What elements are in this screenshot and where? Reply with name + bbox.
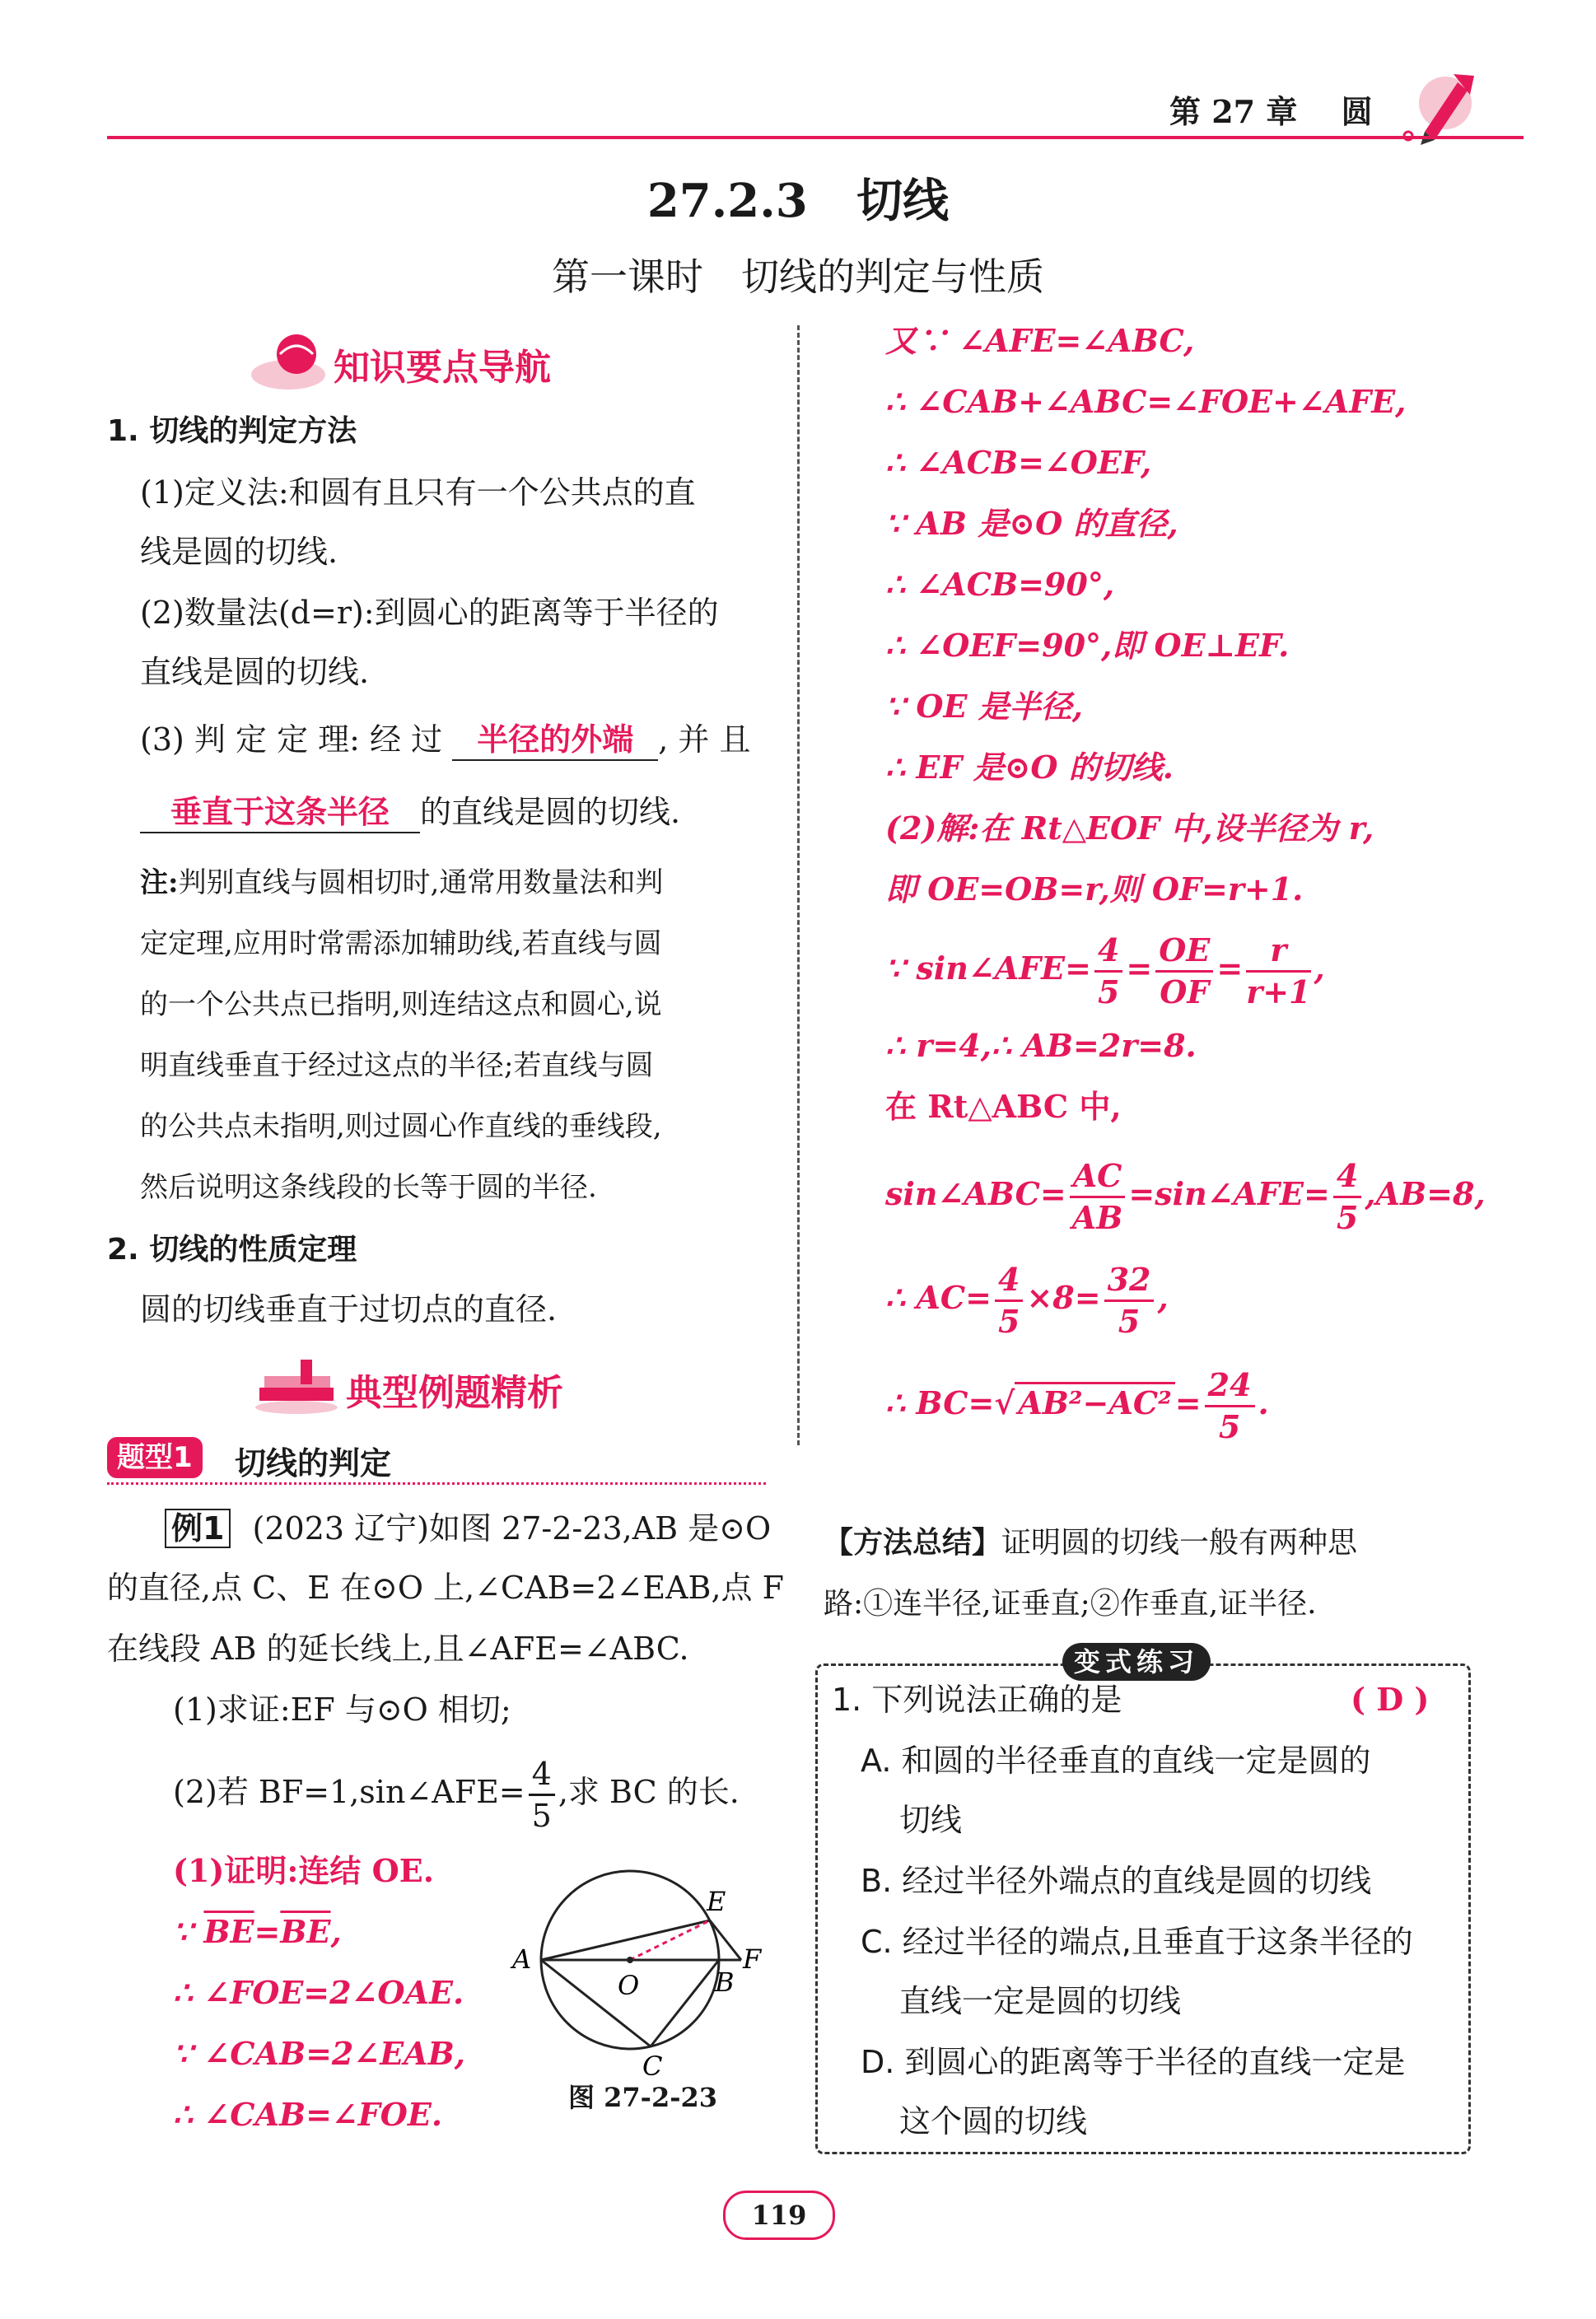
- question-2a: (2)若 BF=1,sin∠AFE=: [173, 1774, 525, 1810]
- figure-center-point: [627, 1957, 633, 1963]
- knowledge-p3a: (3) 判 定 定 理: 经 过: [140, 721, 443, 758]
- knowledge-p4: 圆的切线垂直于过切点的直径.: [140, 1291, 558, 1327]
- note-4: 明直线垂直于经过这点的半径;若直线与圆: [140, 1049, 654, 1082]
- right-4: ∵ AB 是⊙O 的直径,: [885, 505, 1178, 542]
- fraction-4-5-b: [1333, 1156, 1361, 1238]
- practice-banner: 变式练习: [1062, 1643, 1211, 1681]
- right-14: [885, 1156, 1486, 1238]
- right-15: [885, 1260, 1169, 1341]
- knowledge-heading-1: 1. 切线的判定方法: [107, 414, 357, 448]
- r16-num: 24: [1205, 1365, 1255, 1407]
- knowledge-p3b: , 并 且: [658, 721, 751, 758]
- option-a-2: 切线: [899, 1802, 963, 1838]
- example-text-3: 在线段 AB 的延长线上,且∠AFE=∠ABC.: [107, 1631, 689, 1667]
- knowledge-p2b: 直线是圆的切线.: [140, 654, 370, 690]
- r11-f3-num: r: [1246, 931, 1310, 973]
- method-label: 【方法总结】: [824, 1526, 1002, 1560]
- right-7: ∵ OE 是半径,: [885, 688, 1083, 725]
- fraction-32-5: [1104, 1260, 1155, 1341]
- right-13: 在 Rt△ABC 中,: [885, 1088, 1122, 1125]
- r15-f1-num: 4: [995, 1260, 1023, 1302]
- right-3: ∴ ∠ACB=∠OEF,: [885, 444, 1152, 481]
- solution-3: ∴ ∠FOE=2∠OAE.: [173, 1974, 464, 2011]
- figure-line-ef: [710, 1920, 741, 1960]
- r16-den: 5: [1218, 1408, 1241, 1445]
- method-line-1: [824, 1523, 1357, 1563]
- solution-4: ∵ ∠CAB=2∠EAB,: [173, 2035, 466, 2072]
- section-number: 27.2.3: [646, 174, 808, 228]
- r15-f2-num: 32: [1104, 1260, 1155, 1302]
- figure-caption: 图 27-2-23: [568, 2082, 718, 2113]
- solution-5: ∴ ∠CAB=∠FOE.: [173, 2096, 443, 2133]
- r14-f2-num: 4: [1333, 1156, 1361, 1198]
- question-2-fraction: [529, 1754, 555, 1836]
- right-11: ∵ sin∠AFE= $\frac{4}{5}$ = $\frac{OE}{OF}$ = $\frac{r}{r+1}$ ,: [885, 931, 1325, 1010]
- solution-2a: ∵: [173, 1913, 204, 1950]
- note-5: 的公共点未指明,则过圆心作直线的垂线段,: [140, 1110, 662, 1143]
- label-e: E: [707, 1886, 726, 1917]
- right-8: ∴ EF 是⊙O 的切线.: [885, 749, 1174, 786]
- method-2: 路:①连半径,证垂直;②作垂直,证半径.: [824, 1587, 1317, 1621]
- type-label: 题型1: [107, 1437, 203, 1478]
- header-rule: [107, 136, 1524, 139]
- r14-f1-num: AC: [1070, 1156, 1126, 1198]
- page-number-badge: [723, 2191, 835, 2240]
- right-16: [885, 1365, 1269, 1447]
- knowledge-p3-line2: [140, 792, 680, 833]
- right-14c: ,AB=8,: [1365, 1175, 1486, 1212]
- fraction-24-5: [1205, 1365, 1255, 1447]
- option-b: B. 经过半径外端点的直线是圆的切线: [861, 1863, 1372, 1899]
- right-9: (2)解:在 Rt△EOF 中,设半径为 r,: [885, 810, 1374, 847]
- practice-answer: ( D ): [1351, 1681, 1430, 1718]
- section-subtitle: 第一课时 切线的判定与性质: [552, 254, 1044, 299]
- solution-2-eq: =: [254, 1913, 281, 1950]
- right-10: 即 OE=OB=r,则 OF=r+1.: [885, 870, 1304, 908]
- example-label: 例1: [165, 1509, 231, 1548]
- books-icon: [251, 1355, 342, 1421]
- note-6: 然后说明这条线段的长等于圆的半径.: [140, 1171, 597, 1204]
- right-5: ∴ ∠ACB=90°,: [885, 566, 1115, 603]
- right-14b: =sin∠AFE=: [1128, 1175, 1330, 1212]
- type-title: 切线的判定: [235, 1445, 392, 1481]
- right-6: ∴ ∠OEF=90°,即 OE⊥EF.: [885, 627, 1290, 664]
- option-d-2: 这个圆的切线: [899, 2103, 1088, 2139]
- note-1: 判别直线与圆相切时,通常用数量法和判: [178, 866, 664, 899]
- chapter-number: 第 27 章: [1169, 93, 1298, 130]
- column-divider: [797, 325, 800, 1445]
- figure-line-ae: [541, 1920, 710, 1960]
- r11-f1-num: 4: [1094, 931, 1122, 973]
- practice-question: 1. 下列说法正确的是: [832, 1682, 1122, 1718]
- example-text-1: (2023 辽宁)如图 27-2-23,AB 是⊙O: [252, 1510, 772, 1547]
- option-c-1: C. 经过半径的端点,且垂直于这条半径的: [861, 1924, 1413, 1960]
- right-16a: ∴ BC=: [885, 1384, 995, 1421]
- option-c-2: 直线一定是圆的切线: [899, 1983, 1182, 2019]
- examples-banner: 典型例题精析: [346, 1372, 563, 1414]
- right-14a: sin∠ABC=: [885, 1175, 1066, 1212]
- r15-f2-den: 5: [1118, 1303, 1141, 1340]
- arc-be-1: $\overline{BE}$: [203, 1913, 254, 1950]
- r11-f3-den: r+1: [1246, 973, 1311, 1010]
- note-label: 注:: [140, 866, 179, 899]
- note-2: 定定理,应用时常需添加辅助线,若直线与圆: [140, 927, 662, 960]
- r14-f2-den: 5: [1336, 1199, 1359, 1236]
- r11-f2-den: OF: [1160, 973, 1210, 1010]
- knowledge-p1b: 线是圆的切线.: [140, 534, 338, 570]
- question-1: (1)求证:EF 与⊙O 相切;: [173, 1691, 511, 1728]
- right-16b: =: [1174, 1384, 1202, 1421]
- fraction-ac-ab: [1070, 1156, 1126, 1238]
- chapter-title: 圆: [1341, 93, 1373, 130]
- fraction-4-5: [1094, 931, 1122, 1012]
- pencil-icon: [1375, 58, 1482, 148]
- r15-f1-den: 5: [997, 1303, 1020, 1340]
- knowledge-p3c: 的直线是圆的切线.: [420, 794, 681, 830]
- q2-numerator: 4: [529, 1754, 555, 1796]
- fill-blank-1: 半径的外端: [452, 720, 658, 761]
- fraction-oe-of: [1155, 931, 1213, 1012]
- arc-be-2: $\overline{BE}$: [280, 1913, 331, 1950]
- right-16-sqrt: AB²−AC²: [1015, 1382, 1174, 1421]
- page-number: 119: [751, 2200, 807, 2231]
- note-line-1: [140, 863, 663, 903]
- right-11b: ,: [1314, 950, 1325, 987]
- r14-f1-den: AB: [1071, 1199, 1123, 1236]
- r11-f2-num: OE: [1155, 931, 1213, 973]
- right-15a: ∴ AC=: [885, 1279, 992, 1316]
- right-15c: ,: [1157, 1279, 1169, 1316]
- figure-line-oe: [630, 1920, 710, 1960]
- header-chapter: [1169, 86, 1373, 132]
- option-a-1: A. 和圆的半径垂直的直线一定是圆的: [861, 1743, 1371, 1779]
- right-1: 又∵ ∠AFE=∠ABC,: [885, 322, 1195, 359]
- note-3: 的一个公共点已指明,则连结这点和圆心,说: [140, 988, 662, 1021]
- right-16c: .: [1258, 1384, 1269, 1421]
- fraction-4-5-c: [995, 1260, 1023, 1341]
- sqrt-sign: √: [994, 1384, 1015, 1421]
- section-title: [0, 165, 1596, 231]
- knowledge-p2a: (2)数量法(d=r):到圆心的距离等于半径的: [140, 595, 719, 631]
- example-line-1: [165, 1509, 771, 1548]
- knowledge-p3-line1: [140, 720, 750, 761]
- label-f: F: [743, 1943, 762, 1975]
- r11-f1-den: 5: [1097, 973, 1120, 1010]
- knowledge-banner: 知识要点导航: [334, 347, 551, 389]
- solution-2b: ,: [330, 1913, 342, 1950]
- question-2b: ,求 BC 的长.: [558, 1774, 740, 1810]
- right-12: ∴ r=4,∴ AB=2r=8.: [885, 1027, 1197, 1064]
- question-2: [173, 1754, 740, 1836]
- globe-icon: [247, 329, 329, 395]
- right-15b: ×8=: [1026, 1279, 1101, 1316]
- right-2: ∴ ∠CAB+∠ABC=∠FOE+∠AFE,: [885, 383, 1407, 420]
- fraction-r-r1: [1246, 931, 1310, 1012]
- label-a: A: [512, 1943, 532, 1975]
- fill-blank-2: 垂直于这条半径: [140, 792, 420, 833]
- right-11a: ∵ sin∠AFE=: [885, 950, 1091, 987]
- solution-2: [173, 1912, 342, 1952]
- label-c: C: [642, 2051, 663, 2082]
- label-o: O: [618, 1970, 640, 2001]
- knowledge-heading-2: 2. 切线的性质定理: [107, 1233, 357, 1267]
- type-underline: [107, 1482, 766, 1485]
- solution-1: (1)证明:连结 OE.: [173, 1852, 434, 1889]
- section-name: 切线: [856, 175, 950, 228]
- option-d-1: D. 到圆心的距离等于半径的直线一定是: [861, 2044, 1406, 2080]
- figure-circle-diagram: [494, 1853, 774, 2092]
- example-text-2: 的直径,点 C、E 在⊙O 上,∠CAB=2∠EAB,点 F: [107, 1570, 784, 1606]
- knowledge-p1a: (1)定义法:和圆有且只有一个公共点的直: [140, 474, 696, 511]
- method-1: 证明圆的切线一般有两种思: [1001, 1526, 1358, 1560]
- q2-denominator: 5: [531, 1798, 552, 1834]
- label-b: B: [715, 1967, 735, 1998]
